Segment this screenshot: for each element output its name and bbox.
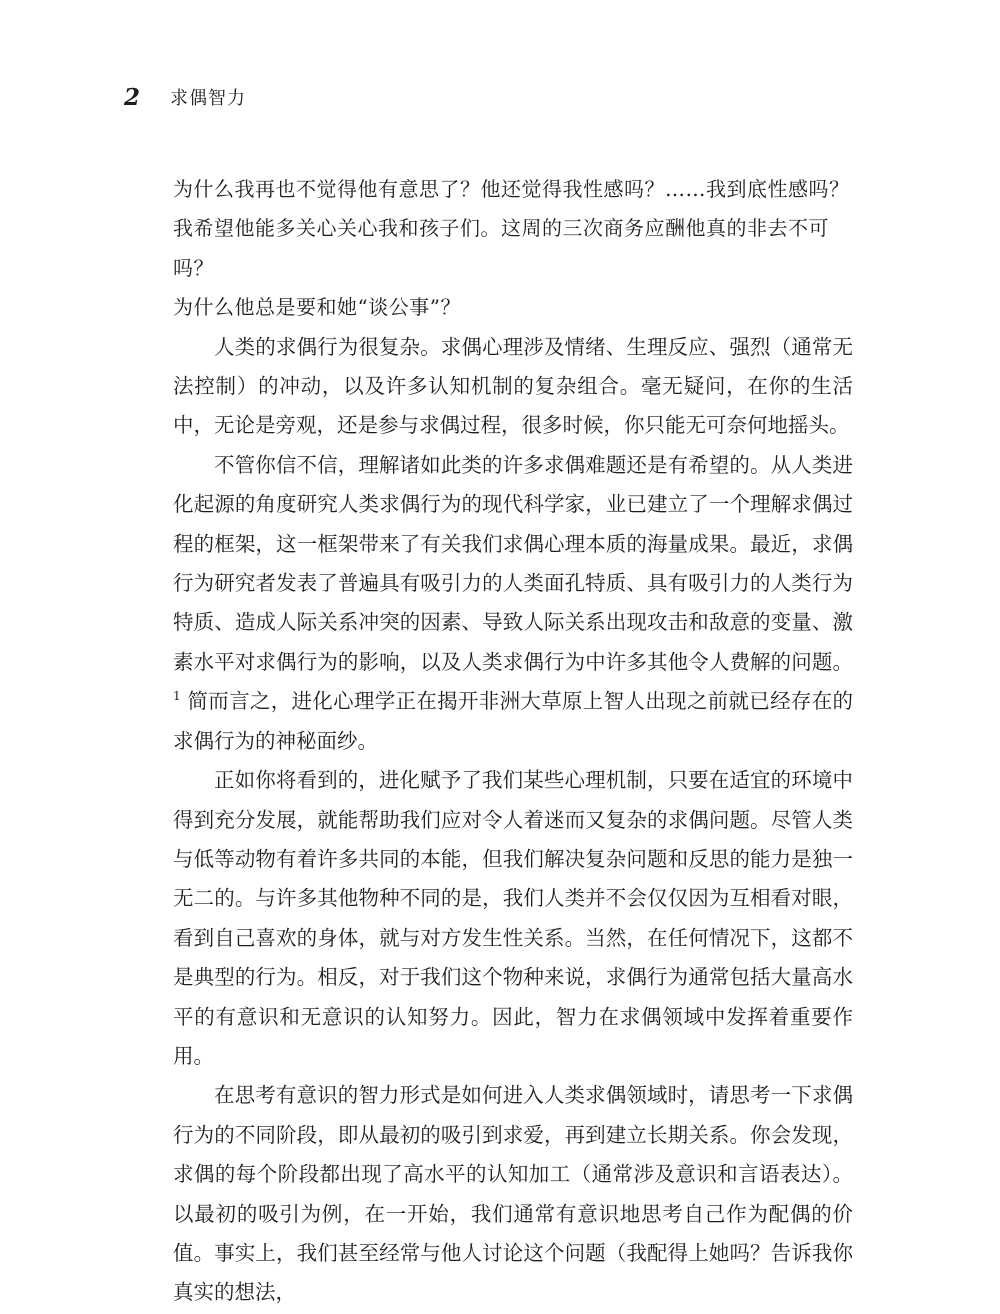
paragraph-text: 简而言之，进化心理学正在揭开非洲大草原上智人出现之前就已经存在的求偶行为的神秘面纱。 [173, 689, 853, 753]
footnote-reference[interactable]: 1 [173, 689, 181, 704]
quote-line: 为什么他总是要和她“谈公事”？ [173, 295, 461, 320]
page-header [124, 82, 246, 112]
paragraph [173, 446, 853, 761]
inline-quote: 我配得上她吗？告诉我你真实的想法， [173, 1240, 853, 1305]
page-number: 2 [124, 83, 141, 111]
quote-line: 我希望他能多关心关心我和孩子们。这周的三次商务应酬他真的非去不可吗？ [173, 216, 829, 280]
paragraph: 人类的求偶行为很复杂。求偶心理涉及情绪、生理反应、强烈（通常无法控制）的冲动，以及许多认知机制的复杂组合。毫无疑问，在你的生活中，无论是旁观，还是参与求偶过程，很多时候，你只能无可奈何地摇头。 [173, 334, 853, 438]
paragraph: 正如你将看到的，进化赋予了我们某些心理机制，只要在适宜的环境中得到充分发展，就能帮助我们应对令人着迷而又复杂的求偶问题。尽管人类与低等动物有着许多共同的本能，但我们解决复杂问题和反思的能力是独一无二的。与许多其他物种不同的是，我们人类并不会仅仅因为互相看对眼，看到自己喜欢的身体，就与对方发生性关系。当然，在任何情况下，这都不是典型的行为。相反，对于我们这个物种来说，求偶行为通常包括大量高水平的有意识和无意识的认知努力。因此，智力在求偶领域中发挥着重要作用。 [173, 768, 853, 1068]
opening-quotes [173, 170, 853, 328]
paragraph-text: 在思考有意识的智力形式是如何进入人类求偶领域时，请思考一下求偶行为的不同阶段，即从最初的吸引到求爱，再到建立长期关系。你会发现，求偶的每个阶段都出现了高水平的认知加工（通常涉及意识和言语表达）。以最初的吸引为例，在一开始，我们通常有意识地思考自己作为配偶的价值。事实上，我们甚至经常与他人讨论这个问题（ [173, 1083, 853, 1265]
paragraph [173, 1076, 853, 1312]
page-body [173, 170, 853, 1313]
quote-line: 为什么我再也不觉得他有意思了？他还觉得我性感吗？……我到底性感吗？ [173, 177, 850, 201]
paragraph-text: 不管你信不信，理解诸如此类的许多求偶难题还是有希望的。从人类进化起源的角度研究人类求偶行为的现代科学家，业已建立了一个理解求偶过程的框架，这一框架带来了有关我们求偶心理本质的海量成果。最近，求偶行为研究者发表了普遍具有吸引力的人类面孔特质、具有吸引力的人类行为特质、造成人际关系冲突的因素、导致人际关系出现攻击和敌意的变量、激素水平对求偶行为的影响，以及人类求偶行为中许多其他令人费解的问题。 [173, 452, 853, 674]
running-title: 求偶智力 [170, 88, 246, 109]
